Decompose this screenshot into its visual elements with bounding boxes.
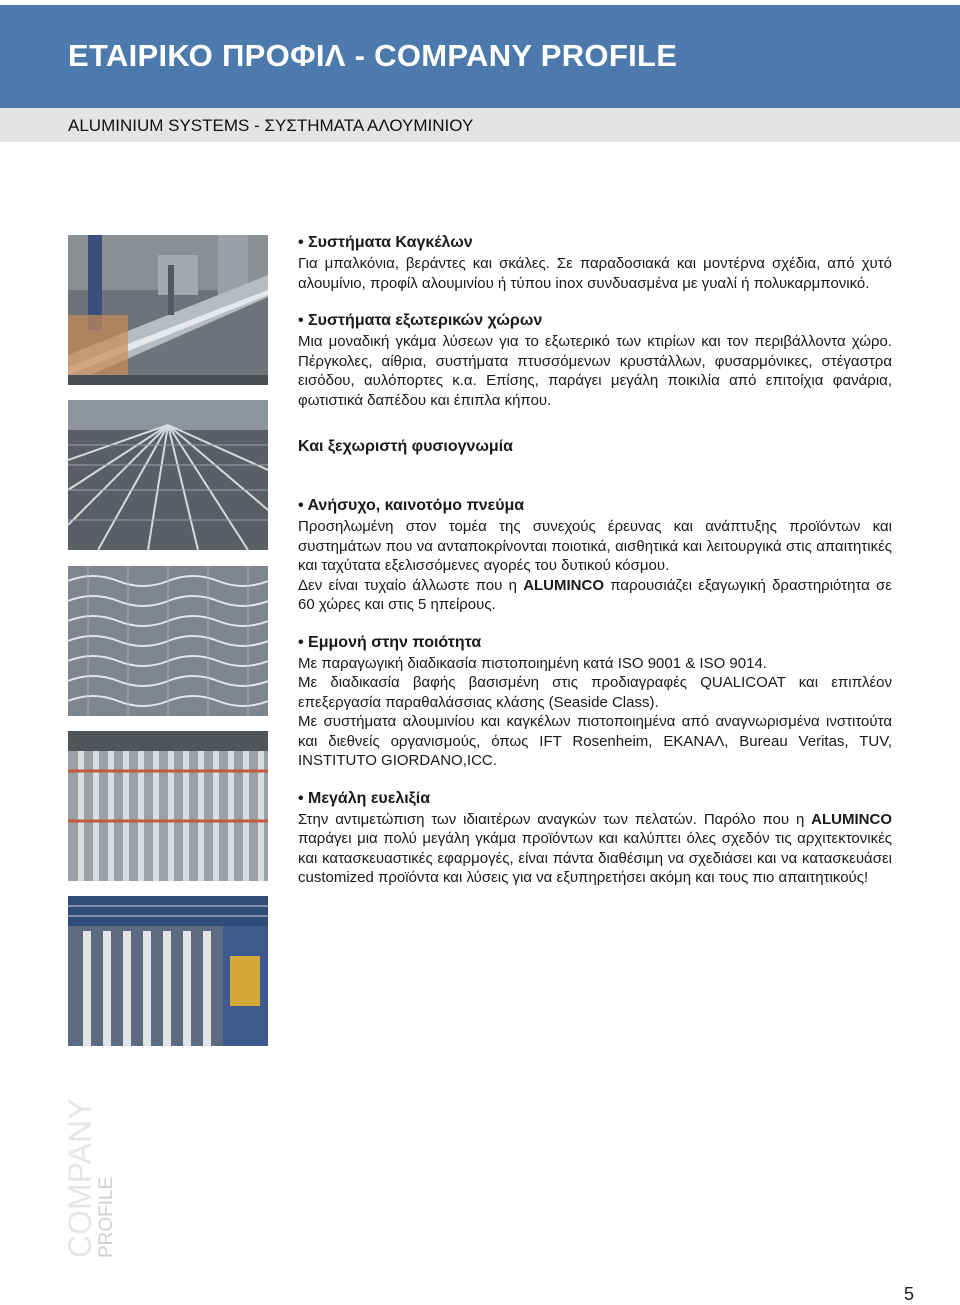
section-railings [298, 233, 892, 293]
page-title: ΕΤΑΙΡΙΚΟ ΠΡΟΦΙΛ - COMPANY PROFILE [68, 38, 678, 73]
photo-extrusion-line [68, 235, 268, 385]
section-outdoor [298, 311, 892, 410]
photo-profile-racks [68, 400, 268, 550]
text-fragment: Δεν είναι τυχαίο άλλωστε που η [298, 576, 524, 594]
section-body: Με διαδικασία βαφής βασισμένη στις προδιαγραφές QUALICOAT και επιπλέον επεξεργασία παραθαλάσσιας κλάσης (Seaside Class). [298, 674, 892, 711]
page-subtitle: ALUMINIUM SYSTEMS - ΣΥΣΤΗΜΑΤΑ ΑΛΟΥΜΙΝΙΟΥ [68, 116, 474, 135]
photo-stacked-profiles [68, 566, 268, 716]
section-heading: • Συστήματα εξωτερικών χώρων [298, 312, 543, 329]
watermark-word-2: PROFILE [96, 1176, 117, 1258]
watermark-word-1: COMPANY [64, 1098, 98, 1258]
section-heading: • Μεγάλη ευελιξία [298, 789, 431, 807]
section-body [298, 810, 892, 888]
section-body: Μια μοναδική γκάμα λύσεων για το εξωτερικό των κτιρίων και τον περιβάλλοντα χώρο. Πέργκολες, αίθρια, συστήματα πτυσσόμενων κρυστάλλων, φυσαρμόνικες, στέγαστρα εισόδου, αυλόπορτες κ.α. Επίσης, παράγει μεγάλη ποικιλία από επιτοίχια φανάρια, φωτιστικά δαπέδου και έπιπλα κήπου. [298, 333, 892, 409]
text-column [298, 233, 892, 906]
section-innovation [298, 496, 892, 615]
section-quality [298, 633, 892, 771]
text-fragment: Στην αντιμετώπιση των ιδιαιτέρων αναγκών των πελατών. Παρόλο που η [298, 810, 812, 828]
section-heading: • Συστήματα Καγκέλων [298, 234, 473, 251]
page-number: 5 [903, 1284, 914, 1304]
photo-painting-line [68, 896, 268, 1046]
section-heading: • Εμμονή στην ποιότητα [298, 633, 482, 651]
photo-hanging-profiles [68, 731, 268, 881]
company-profile-watermark [64, 1070, 124, 1260]
section-body-export [298, 576, 892, 615]
brand-name: ALUMINCO [523, 576, 605, 594]
brand-name: ALUMINCO [811, 810, 892, 828]
section-heading: • Ανήσυχο, καινοτόμο πνεύμα [298, 497, 525, 514]
section-body: Με παραγωγική διαδικασία πιστοποιημένη κατά ISO 9001 & ISO 9014. [298, 654, 767, 672]
text-fragment: παρουσιάζει εξαγωγική δραστηριότητα σε 60 χώρες και στις 5 ηπείρους. [298, 576, 892, 613]
intro-heading: Και ξεχωριστή φυσιογνωμία [298, 438, 513, 455]
section-body: Προσηλωμένη στον τομέα της συνεχούς έρευνας και ανάπτυξης προϊόντων και συστημάτων που να ανταποκρίνονται ποιοτικά, αισθητικά και λειτουργικά στις απαιτητικές και ταχύτατα εξελισσόμενες αγορές του δυτικού κόσμου. [298, 518, 892, 574]
section-flexibility [298, 789, 892, 888]
section-body: Με συστήματα αλουμινίου και καγκέλων πιστοποιημένα από αναγνωρισμένα ινστιτούτα και διεθνείς οργανισμούς, όπως IFT Rosenheim, ΕΚΑΝΑΛ, Bureau Veritas, TUV, INSTITUTO GIORDANO,ICC. [298, 713, 892, 769]
section-body: Για μπαλκόνια, βεράντες και σκάλες. Σε παραδοσιακά και μοντέρνα σχέδια, από χυτό αλουμίνιο, προφίλ αλουμινίου ή τύπου inox συνδυασμένα με γυαλί ή πολυκαρμπονικό. [298, 255, 892, 292]
text-fragment: παράγει μια πολύ μεγάλη γκάμα προϊόντων και καλύπτει όλες σχεδόν τις αρχιτεκτονικές και κατασκευαστικές εφαρμογές, είναι πάντα διαθέσιμη να σχεδιάσει και να κατασκευάσει customized προϊόντα και λύσεις για να εξυπηρετήσει ακόμη και τους πιο απαιτητικούς! [298, 830, 892, 886]
